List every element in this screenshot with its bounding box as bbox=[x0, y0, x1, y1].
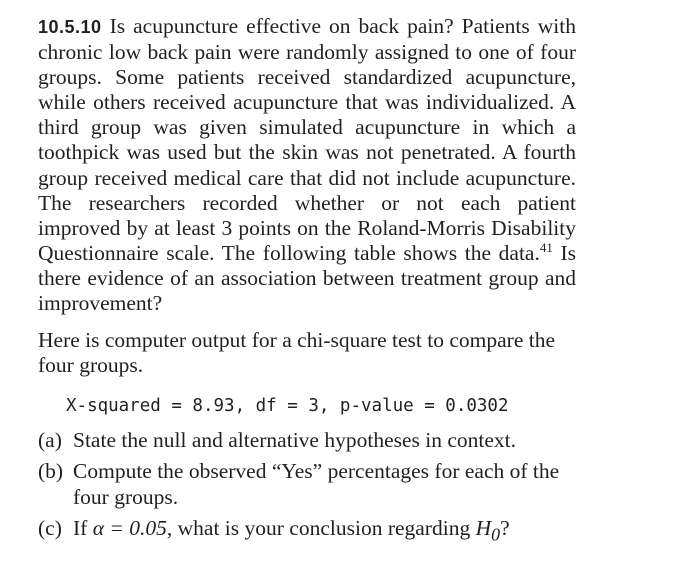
question-text: Compute the observed “Yes” percentages for each of the four groups. bbox=[73, 459, 560, 509]
question-text bbox=[73, 516, 576, 547]
alpha-expression: α = 0.05 bbox=[92, 515, 167, 540]
problem-text-main: Is acupuncture effective on back pain? Patients with chronic low back pain were randomly assigned to one of four groups. Some patients received standardized acupuncture, while others received acupuncture that was individualized. A third group was given simulated acupuncture in which a toothpick was used but the skin was not penetrated. A fourth group received medical care that did not include acupuncture. The researchers recorded whether or not each patient improved by at least 3 points on the Roland-Morris Disability Questionnaire scale. The following table shows the data. bbox=[38, 14, 577, 265]
h-subscript: 0 bbox=[491, 523, 501, 544]
problem-statement bbox=[38, 14, 576, 316]
null-hypothesis-symbol bbox=[475, 515, 501, 544]
h-symbol: H bbox=[475, 515, 492, 540]
question-label: (b) bbox=[38, 459, 64, 484]
question-text-end: ? bbox=[500, 515, 510, 540]
footnote-marker: 41 bbox=[539, 239, 553, 255]
question-label: (a) bbox=[38, 428, 62, 453]
question-b bbox=[38, 459, 576, 509]
question-a bbox=[38, 428, 576, 453]
problem-question: Is there evidence of an association between treatment group and improvement? bbox=[38, 240, 576, 316]
question-c bbox=[38, 516, 576, 547]
question-text-start: If bbox=[73, 515, 88, 540]
computer-output: X-squared = 8.93, df = 3, p-value = 0.0302 bbox=[66, 396, 509, 417]
question-text: State the null and alternative hypotheses in context. bbox=[73, 428, 517, 453]
question-label: (c) bbox=[38, 515, 62, 540]
output-intro: Here is computer output for a chi-square test to compare the four groups. bbox=[38, 328, 556, 378]
exercise-page bbox=[38, 14, 576, 553]
question-list bbox=[38, 428, 576, 547]
problem-number: 10.5.10 bbox=[38, 17, 102, 37]
question-text-middle: , what is your conclusion regarding bbox=[166, 515, 471, 540]
